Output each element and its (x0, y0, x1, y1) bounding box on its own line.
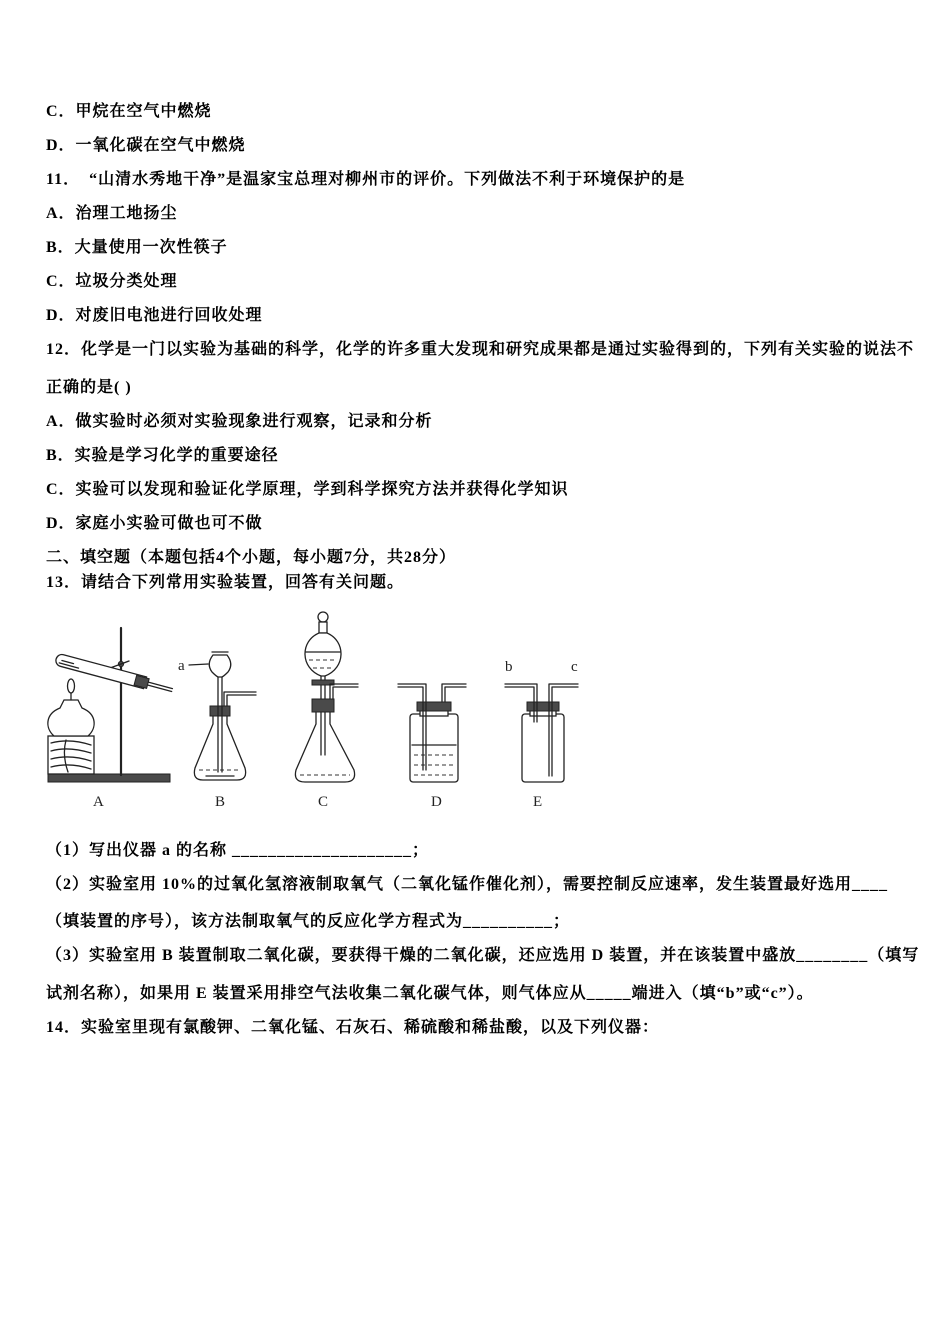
apparatus-a (48, 628, 174, 782)
label-c: C (318, 794, 329, 810)
apparatus-d (398, 684, 466, 782)
apparatus-b (178, 652, 256, 780)
q10-option-c: C．甲烷在空气中燃烧 (46, 103, 212, 120)
q11-option-b: B．大量使用一次性筷子 (46, 239, 228, 256)
q13-part2-line1: （2）实验室用 10%的过氧化氢溶液制取氧气（二氧化锰作催化剂），需要控制反应速率，发生装置最好选用____ (46, 876, 889, 893)
rubber-stopper (417, 702, 451, 711)
q12-option-b: B．实验是学习化学的重要途径 (46, 447, 279, 464)
label-b: B (215, 794, 226, 810)
label-d: D (431, 794, 442, 810)
test-tube (55, 653, 174, 696)
q13-part2-line2: （填装置的序号），该方法制取氧气的反应化学方程式为__________； (46, 913, 571, 930)
stand-base (48, 774, 170, 782)
marker-a-leader (189, 664, 208, 665)
q12-stem-line1: 12．化学是一门以实验为基础的科学，化学的许多重大发现和研究成果都是通过实验得到的，下列有关实验的说法不 (46, 341, 915, 358)
q11-option-c: C．垃圾分类处理 (46, 273, 178, 290)
q14-stem: 14．实验室里现有氯酸钾、二氧化锰、石灰石、稀硫酸和稀盐酸，以及下列仪器： (46, 1019, 660, 1036)
q12-option-c: C．实验可以发现和验证化学原理，学到科学探究方法并获得化学知识 (46, 481, 569, 498)
q12-option-d: D．家庭小实验可做也可不做 (46, 515, 263, 532)
q10-option-d: D．一氧化碳在空气中燃烧 (46, 137, 246, 154)
label-a: A (93, 794, 104, 810)
delivery-tube (224, 692, 256, 706)
q13-part1: （1）写出仪器 a 的名称 ____________________； (46, 842, 430, 859)
rubber-stopper (312, 699, 334, 712)
apparatus-c (295, 612, 358, 782)
stand-clamp (110, 661, 129, 668)
outlet-tube (442, 684, 466, 702)
apparatus-e (505, 659, 578, 782)
alcohol-lamp (48, 679, 94, 736)
marker-c: c (571, 659, 578, 675)
wide-mouth-bottle (410, 714, 458, 782)
q13-part3-line2: 试剂名称），如果用 E 装置采用排空气法收集二氧化碳气体，则气体应从_____端进入（填“b”或“c”）。 (46, 985, 814, 1002)
rubber-stopper (210, 706, 230, 716)
lab-apparatus-figure (40, 605, 620, 820)
q11-stem: 11． “山清水秀地干净”是温家宝总理对柳州市的评价。下列做法不利于环境保护的是 (46, 171, 686, 188)
rubber-stopper (527, 702, 559, 711)
section-heading: 二、填空题（本题包括4个小题，每小题7分，共28分） (46, 549, 457, 566)
delivery-tube (148, 682, 173, 691)
q13-part3-line1: （3）实验室用 B 装置制取二氧化碳，要获得干燥的二氧化碳，还应选用 D 装置，并在该装置中盛放________（填写 (46, 947, 920, 964)
q12-stem-line2: 正确的是( ) (46, 379, 132, 396)
q12-option-a: A．做实验时必须对实验现象进行观察，记录和分析 (46, 413, 433, 430)
collection-bottle (522, 714, 564, 782)
label-e: E (533, 794, 543, 810)
marker-b: b (505, 659, 513, 675)
q11-option-a: A．治理工地扬尘 (46, 205, 178, 222)
wood-block (48, 736, 94, 774)
q13-stem: 13．请结合下列常用实验装置，回答有关问题。 (46, 574, 405, 591)
delivery-tube (330, 684, 358, 699)
marker-a: a (178, 658, 185, 674)
q11-option-d: D．对废旧电池进行回收处理 (46, 307, 263, 324)
